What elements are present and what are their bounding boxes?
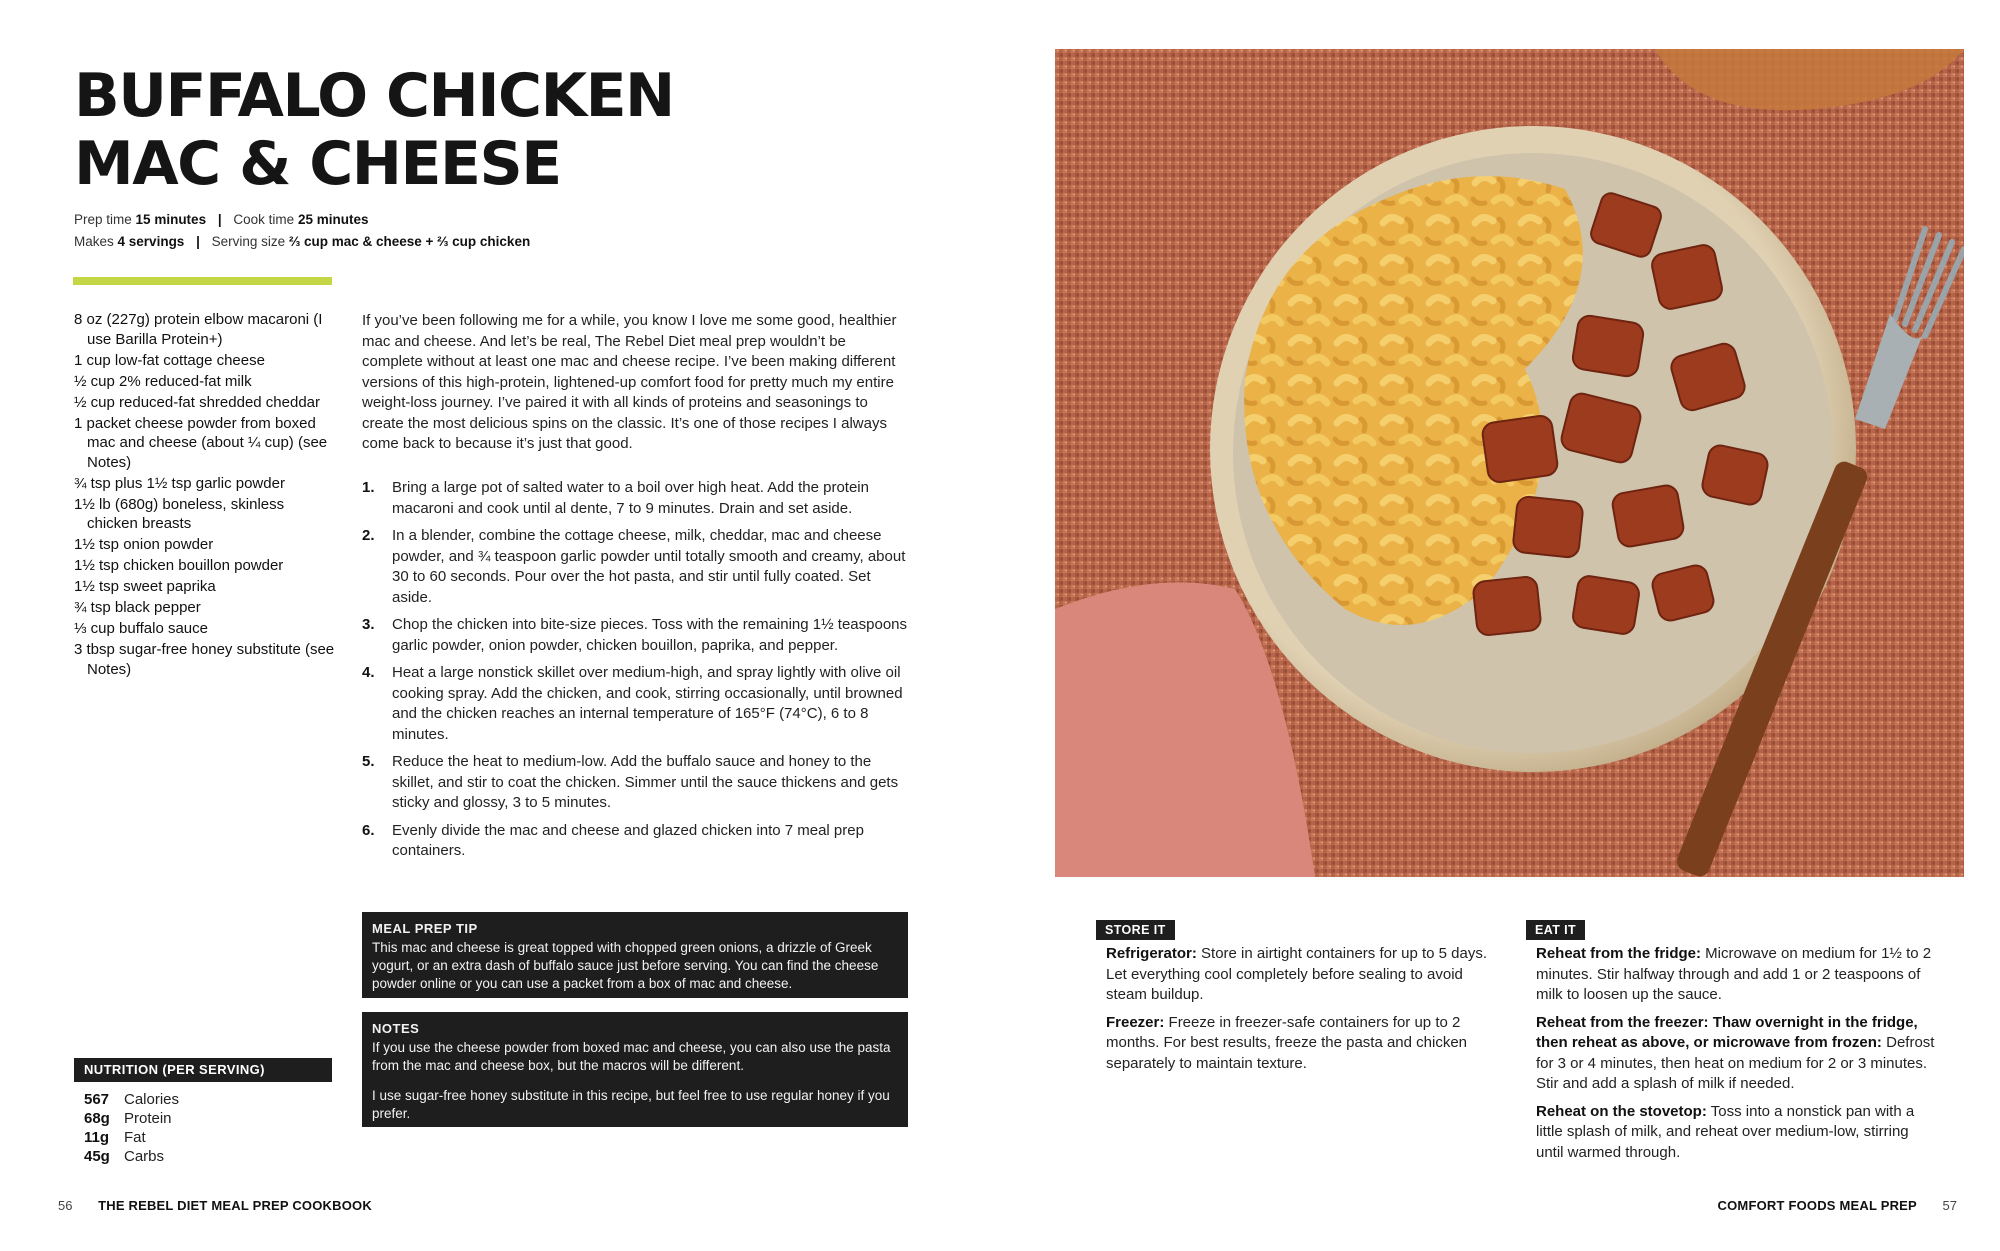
intro-paragraph: If you’ve been following me for a while, you know I love me some good, healthier mac and cheese. And let’s be real, The Rebel Diet meal prep wouldn’t be complete without at least one mac and cheese recipe. I’ve been making different versions of this high-protein, lightened-up comfort food for pretty much my entire weight-loss journey. I’ve paired it with all kinds of proteins and seasonings to create the most delicious spins on the classic. It’s one of those recipes I always come back to because it’s just that good. [362,312,897,452]
makes-label: Makes [74,234,114,249]
step-item [362,478,910,519]
notes-heading: NOTES [372,1021,420,1036]
store-it-section [1106,944,1506,1081]
meal-prep-tip-heading: MEAL PREP TIP [372,921,478,936]
ingredient-item: ¾ tsp black pepper [74,599,201,616]
step-item [362,752,910,814]
step-item [362,663,910,745]
refrigerator-label: Refrigerator: [1106,945,1197,962]
step-number: 3. [362,616,375,633]
nutrition-value: 45g [84,1148,110,1165]
ingredient-item: ½ cup 2% reduced-fat milk [74,372,252,390]
nutrition-value: 11g [84,1129,110,1146]
step-item [362,615,910,656]
step-number: 2. [362,527,375,544]
ingredient-item: 1½ tsp sweet paprika [74,578,216,595]
ingredient-item: ¾ tsp plus 1½ tsp garlic powder [74,474,285,492]
ingredient-item: 1 cup low-fat cottage cheese [74,351,265,369]
ingredient-item: ½ cup reduced-fat shredded cheddar [74,393,320,411]
nutrition-value: 68g [84,1110,110,1127]
step-number: 1. [362,479,375,496]
nutrition-label: Protein [124,1110,172,1127]
eat-it-tag: EAT IT [1526,920,1585,940]
makes-value: 4 servings [117,234,185,249]
serving-size-value: ⅔ cup mac & cheese + ⅔ cup chicken [288,234,531,249]
notes-box [362,1012,908,1127]
ingredient-item: 1 packet cheese powder from boxed mac and cheese (about ¼ cup) (see Notes) [74,414,328,471]
ingredient-item: 8 oz (227g) protein elbow macaroni (I use Barilla Protein+) [74,311,323,348]
meta-separator: | [196,234,200,249]
cook-time-label: Cook time [233,212,295,227]
nutrition-label: Calories [124,1091,180,1108]
page-number-right: 57 [1942,1198,1957,1213]
prep-time-label: Prep time [74,212,132,227]
nutrition-row [84,1109,179,1128]
reheat-stovetop-label: Reheat on the stovetop: [1536,1102,1707,1120]
reheat-freezer-label: Reheat from the freezer: Thaw overnight in the fridge, then reheat as above, or microwave from frozen: [1536,1013,1918,1051]
freezer-label: Freezer: [1106,1013,1165,1031]
serving-size-label: Serving size [211,234,286,249]
step-text: Reduce the heat to medium-low. Add the buffalo sauce and honey to the skillet, and stir to coat the chicken. Simmer until the sauce thickens and gets sticky and glossy, 3 to 5 minutes. [392,753,899,811]
ingredient-item: 1½ lb (680g) boneless, skinless chicken breasts [74,495,285,532]
title-line-1: BUFFALO CHICKEN [74,61,674,131]
accent-bar [73,277,332,285]
prep-time-value: 15 minutes [135,212,207,227]
step-text: Chop the chicken into bite-size pieces. Toss with the remaining 1½ teaspoons garlic powder, onion powder, chicken bouillon, paprika, and pepper. [392,616,908,654]
refrigerator-instructions [1106,944,1506,1006]
recipe-title [74,62,674,198]
step-text: Heat a large nonstick skillet over medium-high, and spray lightly with olive oil cooking spray. Add the chicken, and cook, stirring occasionally, until browned and the chicken reaches an internal temperature of 165°F (74°C), 6 to 8 minutes. [392,664,903,743]
footer-left [58,1198,372,1213]
chapter-title: COMFORT FOODS MEAL PREP [1717,1198,1917,1213]
time-meta [74,212,368,227]
nutrition-row [84,1128,179,1147]
dish-photo [1055,49,1964,877]
step-number: 5. [362,753,375,770]
ingredient-list [74,310,336,681]
ingredient-item: 1½ tsp chicken bouillon powder [74,557,284,574]
step-text: Evenly divide the mac and cheese and glazed chicken into 7 meal prep containers. [392,821,864,859]
step-number: 4. [362,664,375,681]
step-text: In a blender, combine the cottage cheese, milk, cheddar, mac and cheese powder, and ¾ teaspoon garlic powder until totally smooth and creamy, about 30 to 60 seconds. Pour over the hot pasta, and stir until fully coated. Set aside. [392,527,906,606]
step-number: 6. [362,821,375,839]
book-title: THE REBEL DIET MEAL PREP COOKBOOK [98,1198,372,1213]
cook-time-value: 25 minutes [297,212,369,227]
serving-meta [74,234,530,249]
store-it-tag: STORE IT [1096,920,1175,940]
freezer-text: Freeze in freezer-safe containers for up to 2 months. For best results, freeze the pasta and chicken separately to maintain texture. [1106,1013,1468,1072]
nutrition-list [84,1090,179,1166]
title-line-2: MAC & CHEESE [74,129,561,199]
method-steps [362,478,910,869]
nutrition-label: Fat [124,1129,146,1146]
nutrition-heading: NUTRITION (PER SERVING) [74,1058,332,1082]
notes-paragraph: I use sugar-free honey substitute in this recipe, but feel free to use regular honey if you prefer. [372,1088,890,1121]
nutrition-row [84,1090,179,1109]
step-item [362,821,910,862]
ingredient-item: ⅓ cup buffalo sauce [74,620,208,637]
ingredient-item: 3 tbsp sugar-free honey substitute (see Notes) [74,641,335,678]
notes-paragraph: If you use the cheese powder from boxed mac and cheese, you can also use the pasta from the mac and cheese box, but the macros will be different. [372,1040,891,1073]
nutrition-value: 567 [84,1091,110,1108]
reheat-stovetop-instructions [1536,1102,1936,1164]
reheat-stovetop-text: Toss into a nonstick pan with a little splash of milk, and reheat over medium-low, stirring until warmed through. [1536,1102,1915,1161]
meal-prep-tip-text: This mac and cheese is great topped with chopped green onions, a drizzle of Greek yogurt, or an extra dash of buffalo sauce just before serving. You can find the cheese powder online or you can use a packet from a box of mac and cheese. [372,940,879,991]
page-number-left: 56 [58,1198,73,1213]
nutrition-label: Carbs [124,1148,165,1165]
meta-separator: | [217,212,222,227]
reheat-fridge-text: Microwave on medium for 1½ to 2 minutes. Stir halfway through and add 1 or 2 teaspoons of milk to loosen up the sauce. [1536,945,1932,1003]
step-text: Bring a large pot of salted water to a boil over high heat. Add the protein macaroni and cook until al dente, 7 to 9 minutes. Drain and set aside. [392,479,869,517]
reheat-fridge-label: Reheat from the fridge: [1536,945,1702,962]
nutrition-row [84,1147,179,1166]
reheat-freezer-instructions [1536,1013,1936,1095]
eat-it-section [1536,944,1936,1170]
reheat-freezer-text: Defrost for 3 or 4 minutes, then heat on medium for 2 or 3 minutes. Stir and add a splash of milk if needed. [1536,1034,1935,1092]
footer-right [1718,1198,1957,1213]
refrigerator-text: Store in airtight containers for up to 5 days. Let everything cool completely before sealing to avoid steam buildup. [1106,945,1488,1003]
meal-prep-tip-box [362,912,908,998]
reheat-fridge-instructions [1536,944,1936,1006]
dish-photo-illustration [1055,49,1964,877]
freezer-instructions [1106,1013,1506,1075]
ingredient-item: 1½ tsp onion powder [74,536,214,553]
step-item [362,526,910,608]
